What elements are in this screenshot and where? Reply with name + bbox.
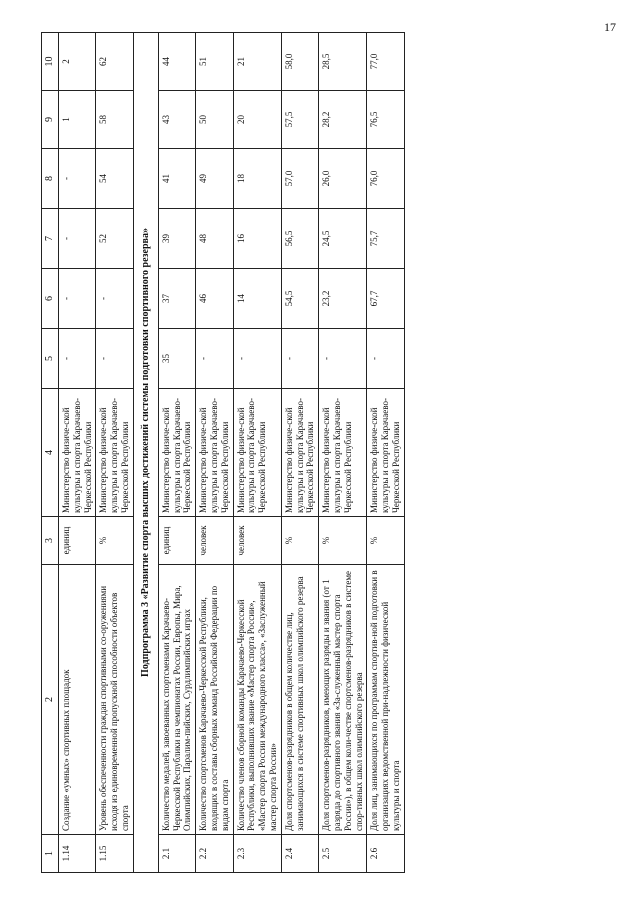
- table-cell: 54: [96, 148, 133, 208]
- table-cell: единиц: [158, 516, 195, 564]
- table-cell: Министерство физиче-ской культуры и спорта Карачаево-Черкесской Республики: [158, 388, 195, 516]
- table-cell: единиц: [59, 516, 96, 564]
- table-cell: Министерство физиче-ской культуры и спорта Карачаево-Черкесской Республики: [233, 388, 281, 516]
- table-cell: %: [96, 516, 133, 564]
- table-cell: 2.2: [196, 834, 233, 872]
- table-cell: -: [59, 268, 96, 328]
- col-header-5: 5: [42, 328, 59, 388]
- table-cell: 24,5: [319, 208, 367, 268]
- table-cell: Министерство физиче-ской культуры и спорта Карачаево-Черкесской Республики: [367, 388, 404, 516]
- table-cell: 76,0: [367, 148, 404, 208]
- col-header-6: 6: [42, 268, 59, 328]
- col-header-10: 10: [42, 32, 59, 90]
- table-row: [281, 32, 318, 872]
- table-cell: 35: [158, 328, 195, 388]
- table-cell: человек: [233, 516, 281, 564]
- table-cell: 58: [96, 90, 133, 148]
- table-cell: 1.14: [59, 834, 96, 872]
- table-cell: -: [319, 328, 367, 388]
- table-cell: Количество спортсменов Карачаево-Черкесской Республики, входящих в составы сборных команд Российской Федерации по видам спорта: [196, 564, 233, 834]
- table-cell: -: [96, 268, 133, 328]
- table-cell: Доля спортсменов-разрядников в общем количестве лиц, занимающихся в системе спортивных школ олимпийского резерва: [281, 564, 318, 834]
- table-row: [59, 32, 96, 872]
- table-cell: 20: [233, 90, 281, 148]
- table-cell: 2.6: [367, 834, 404, 872]
- col-header-2: 2: [42, 564, 59, 834]
- table-cell: 21: [233, 32, 281, 90]
- table-cell: 28,5: [319, 32, 367, 90]
- table-cell: 57,5: [281, 90, 318, 148]
- table-cell: 44: [158, 32, 195, 90]
- table-cell: Министерство физиче-ской культуры и спорта Карачаево-Черкесской Республики: [196, 388, 233, 516]
- col-header-8: 8: [42, 148, 59, 208]
- table-cell: 56,5: [281, 208, 318, 268]
- table-row: [158, 32, 195, 872]
- table-cell: 75,7: [367, 208, 404, 268]
- table-cell: 77,0: [367, 32, 404, 90]
- table-cell: 51: [196, 32, 233, 90]
- table-cell: Доля лиц, занимающихся по программам спортив-ной подготовки в организациях ведомственной при-надлежности физической культуры и спорта: [367, 564, 404, 834]
- col-header-4: 4: [42, 388, 59, 516]
- table-cell: 2: [59, 32, 96, 90]
- table-cell: -: [196, 328, 233, 388]
- table-cell: -: [59, 148, 96, 208]
- table-cell: -: [367, 328, 404, 388]
- table-cell: 37: [158, 268, 195, 328]
- table-cell: 49: [196, 148, 233, 208]
- table-cell: %: [281, 516, 318, 564]
- table-cell: 43: [158, 90, 195, 148]
- table-cell: Министерство физиче-ской культуры и спорта Карачаево-Черкесской Республики: [96, 388, 133, 516]
- table-cell: 26,0: [319, 148, 367, 208]
- section-title: Подпрограмма 3 «Развитие спорта высших достижений системы подготовки спортивного резерва»: [133, 32, 158, 872]
- table-cell: %: [367, 516, 404, 564]
- indicators-table: [41, 32, 405, 873]
- table-cell: 1.15: [96, 834, 133, 872]
- table-cell: -: [281, 328, 318, 388]
- table-cell: -: [59, 208, 96, 268]
- table-row: [96, 32, 133, 872]
- table-cell: 14: [233, 268, 281, 328]
- table-cell: Министерство физиче-ской культуры и спорта Карачаево-Черкесской Республики: [281, 388, 318, 516]
- table-cell: Количество членов сборной команды Карачаево-Черкесской Республики, выполнивших звание «Мастер спорта России», «Мастер спорта России международного класса», «Заслуженный мастер спорта России»: [233, 564, 281, 834]
- table-row: [319, 32, 367, 872]
- col-header-9: 9: [42, 90, 59, 148]
- table-cell: 18: [233, 148, 281, 208]
- table-cell: -: [59, 328, 96, 388]
- col-header-3: 3: [42, 516, 59, 564]
- table-cell: 76,5: [367, 90, 404, 148]
- table-cell: 52: [96, 208, 133, 268]
- table-cell: 67,7: [367, 268, 404, 328]
- table-cell: %: [319, 516, 367, 564]
- table-cell: 50: [196, 90, 233, 148]
- table-cell: Количество медалей, завоеванных спортсменами Карачаево-Черкесской Республики на чемпионатах России, Европы, Мира, Олимпийских, Паралим-пийских, Сурдлимпийских играх: [158, 564, 195, 834]
- table-cell: 41: [158, 148, 195, 208]
- section-row: [133, 32, 158, 872]
- table-row: [196, 32, 233, 872]
- table-cell: 28,2: [319, 90, 367, 148]
- page-number: 17: [604, 20, 616, 34]
- table-cell: 2.5: [319, 834, 367, 872]
- table-row: [233, 32, 281, 872]
- table-cell: 39: [158, 208, 195, 268]
- table-row: [367, 32, 404, 872]
- table-cell: -: [96, 328, 133, 388]
- table-cell: 2.1: [158, 834, 195, 872]
- col-header-7: 7: [42, 208, 59, 268]
- table-cell: 46: [196, 268, 233, 328]
- table-cell: Доля спортсменов-разрядников, имеющих разряды и звания (от 1 разряда до спортивного звания «За-служенный мастер спорта России»), в общем коли-честве спортсменов-разрядников в системе спор-тивных школ олимпийского резерва: [319, 564, 367, 834]
- rotated-table-container: [41, 33, 599, 873]
- header-row: [42, 32, 59, 872]
- col-header-1: 1: [42, 834, 59, 872]
- table-cell: 1: [59, 90, 96, 148]
- table-cell: 48: [196, 208, 233, 268]
- table-body: [59, 32, 405, 872]
- table-cell: 16: [233, 208, 281, 268]
- table-cell: Создание «умных» спортивных площадок: [59, 564, 96, 834]
- table-cell: Министерство физиче-ской культуры и спорта Карачаево-Черкесской Республики: [319, 388, 367, 516]
- table-cell: 54,5: [281, 268, 318, 328]
- table-cell: 2.4: [281, 834, 318, 872]
- table-cell: 62: [96, 32, 133, 90]
- table-cell: Министерство физиче-ской культуры и спорта Карачаево-Черкесской Республики: [59, 388, 96, 516]
- table-cell: 57,0: [281, 148, 318, 208]
- table-cell: 23,2: [319, 268, 367, 328]
- table-cell: человек: [196, 516, 233, 564]
- table-cell: 58,0: [281, 32, 318, 90]
- table-cell: Уровень обеспеченности граждан спортивными со-оружениями исходя из единовременной пропускной способности объектов спорта: [96, 564, 133, 834]
- table-cell: 2.3: [233, 834, 281, 872]
- table-cell: -: [233, 328, 281, 388]
